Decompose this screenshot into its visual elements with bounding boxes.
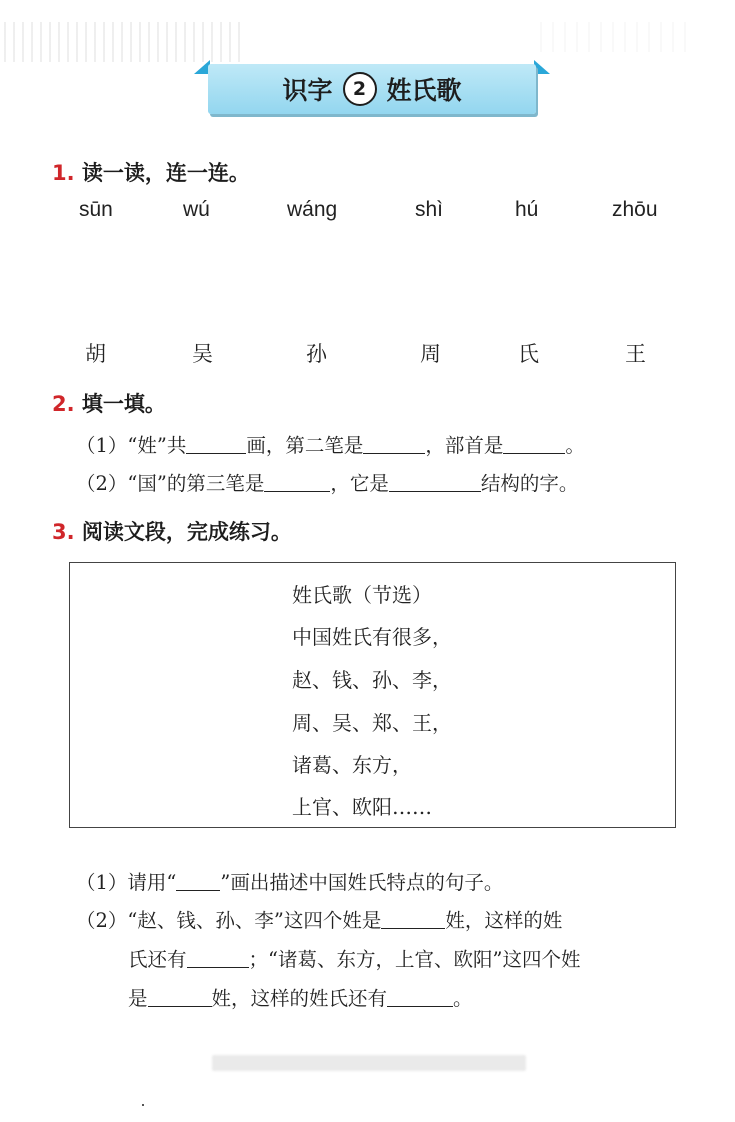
passage-line: 周、吴、郑、王， (292, 711, 452, 735)
text-segment: （2）“赵、钱、孙、李”这四个姓是 (76, 909, 382, 932)
pinyin-item[interactable]: wú (183, 198, 210, 221)
text-segment: 氏还有 (128, 948, 187, 971)
question-2-title (52, 388, 166, 418)
q2-line-1 (76, 430, 585, 458)
pinyin-item[interactable]: shì (415, 198, 444, 221)
character-item[interactable]: 氏 (518, 342, 539, 366)
question-number: 2. (52, 392, 75, 416)
text-segment: ”画出描述中国姓氏特点的句子。 (220, 871, 504, 894)
character-item[interactable]: 周 (420, 342, 441, 366)
page-title (208, 64, 536, 114)
scan-artifact (540, 22, 690, 52)
character-item[interactable]: 吴 (192, 342, 213, 366)
text-segment: ，它是 (330, 472, 389, 495)
text-segment: 。 (453, 987, 473, 1010)
text-segment: 画，第二笔是 (246, 434, 364, 457)
q2-line-2 (76, 468, 578, 496)
pinyin-item[interactable]: zhōu (612, 198, 658, 221)
text-segment: 姓，这样的姓 (445, 909, 563, 932)
text-segment: ；“诸葛、东方，上官、欧阳”这四个姓 (248, 948, 581, 971)
q3-sub-2-line-3 (128, 983, 473, 1011)
text-segment: ，部首是 (425, 434, 504, 457)
question-3-title (52, 516, 292, 546)
passage-line: 中国姓氏有很多， (292, 625, 452, 649)
text-segment: （1）“姓”共 (76, 434, 187, 457)
answer-blank[interactable] (387, 988, 453, 1007)
question-text: 读一读，连一连。 (81, 161, 250, 185)
passage-title: 姓氏歌（节选） (292, 583, 432, 607)
answer-blank[interactable] (148, 988, 212, 1007)
text-segment: （2）“国”的第三笔是 (76, 472, 265, 495)
question-number: 3. (52, 520, 75, 544)
text-segment: 结构的字。 (480, 472, 579, 495)
q3-sub-2-line-2 (128, 944, 580, 972)
question-1-title (52, 157, 250, 187)
footer-watermark (212, 1055, 526, 1071)
character-item[interactable]: 孙 (306, 342, 327, 366)
passage-line: 上官、欧阳…… (292, 795, 432, 819)
answer-blank[interactable] (363, 435, 425, 454)
pinyin-item[interactable]: wáng (287, 198, 338, 221)
text-segment: 是 (128, 987, 148, 1010)
title-prefix: 识字 (282, 76, 333, 105)
banner-right-corner (534, 60, 550, 74)
character-item[interactable]: 胡 (85, 342, 106, 366)
answer-blank[interactable] (176, 872, 220, 891)
character-item[interactable]: 王 (625, 342, 646, 366)
passage-line: 诸葛、东方， (292, 753, 412, 777)
q3-sub-2-line-1 (76, 905, 562, 933)
pinyin-item[interactable]: hú (515, 198, 539, 221)
answer-blank[interactable] (381, 910, 445, 929)
answer-blank[interactable] (186, 435, 246, 454)
pinyin-item[interactable]: sūn (79, 198, 113, 221)
question-text: 填一填。 (81, 392, 166, 416)
text-segment: （1）请用“ (76, 871, 177, 894)
lesson-number-badge: 2 (343, 72, 377, 106)
title-suffix: 姓氏歌 (386, 76, 462, 105)
answer-blank[interactable] (389, 473, 481, 492)
answer-blank[interactable] (264, 473, 330, 492)
question-number: 1. (52, 161, 75, 185)
text-segment: 姓，这样的姓氏还有 (211, 987, 388, 1010)
passage-line: 赵、钱、孙、李， (292, 668, 452, 692)
answer-blank[interactable] (503, 435, 565, 454)
text-segment: 。 (565, 434, 585, 457)
answer-blank[interactable] (187, 949, 249, 968)
q3-sub-1 (76, 867, 503, 895)
scan-artifact (4, 22, 244, 62)
page-speck (142, 1104, 144, 1106)
question-text: 阅读文段，完成练习。 (81, 520, 292, 544)
